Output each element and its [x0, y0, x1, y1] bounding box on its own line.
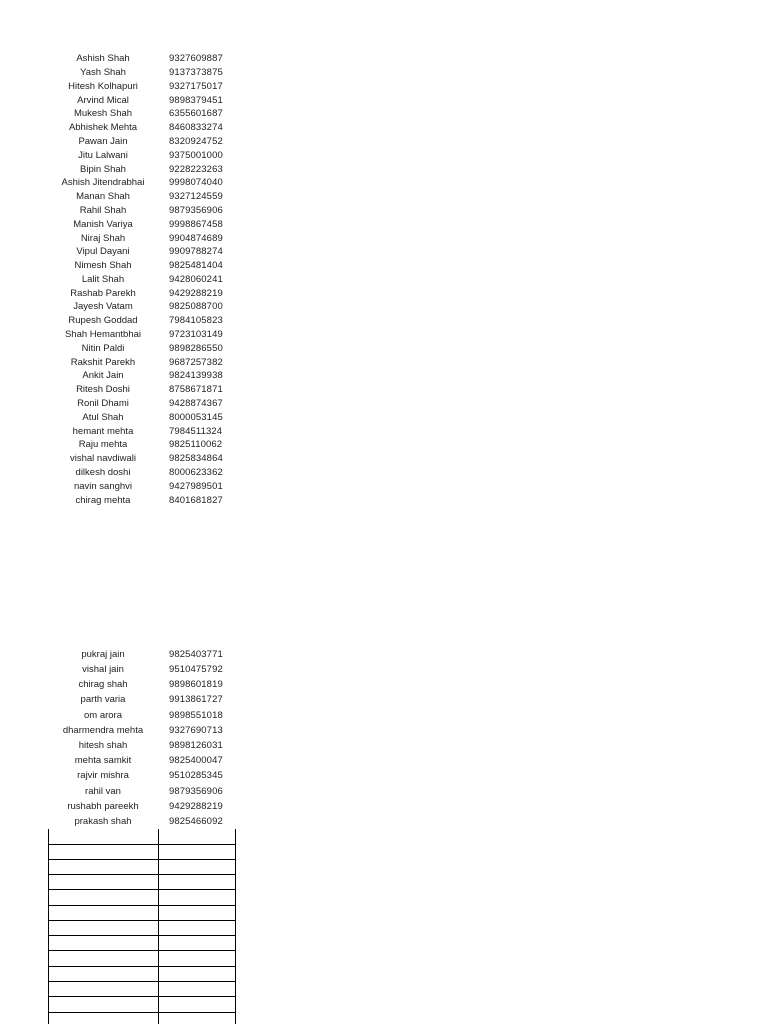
contact-phone: 9898601819	[169, 679, 223, 691]
contact-phone: 9510475792	[169, 664, 223, 676]
contact-phone: 9228223263	[169, 163, 223, 175]
contact-phone: 9898126031	[169, 739, 223, 751]
contact-phone: 9327124559	[169, 191, 223, 203]
contact-phone: 9428060241	[169, 273, 223, 285]
contact-row	[48, 769, 238, 784]
contact-phone: 9904874689	[169, 232, 223, 244]
contact-row	[48, 708, 238, 723]
contact-phone: 9825400047	[169, 755, 223, 767]
contact-row	[48, 52, 238, 66]
contact-row	[48, 494, 238, 508]
contact-phone: 9427989501	[169, 480, 223, 492]
contact-row	[48, 162, 238, 176]
contact-phone: 9825481404	[169, 260, 223, 272]
contact-phone: 9898551018	[169, 709, 223, 721]
contact-name: hemant mehta	[72, 425, 134, 437]
contact-name: Nimesh Shah	[74, 260, 132, 272]
contact-name: vishal jain	[82, 664, 124, 676]
contact-name: Ronil Dhami	[77, 398, 129, 410]
contact-row	[48, 342, 238, 356]
grid-row-line	[49, 889, 235, 890]
contact-phone: 9327690713	[169, 724, 223, 736]
contact-phone: 9137373875	[169, 66, 223, 78]
contact-name: navin sanghvi	[73, 480, 133, 492]
contact-row	[48, 753, 238, 768]
contact-phone: 9687257382	[169, 356, 223, 368]
contact-phone: 9879356906	[169, 204, 223, 216]
contact-row	[48, 677, 238, 692]
contact-phone: 8460833274	[169, 122, 223, 134]
contact-name: Shah Hemantbhai	[64, 329, 142, 341]
contact-name: om arora	[83, 709, 122, 721]
contact-row	[48, 231, 238, 245]
empty-table-grid	[48, 829, 236, 1024]
contact-phone: 9998867458	[169, 218, 223, 230]
contact-row	[48, 647, 238, 662]
contact-row	[48, 356, 238, 370]
contact-row	[48, 204, 238, 218]
grid-row-line	[49, 950, 235, 951]
contact-phone: 9429288219	[169, 800, 223, 812]
contact-name: Ashish Shah	[76, 53, 130, 65]
contact-phone: 9898379451	[169, 94, 223, 106]
contact-name: Mukesh Shah	[73, 108, 133, 120]
contact-phone: 8000053145	[169, 411, 223, 423]
contact-name: Bipin Shah	[80, 163, 126, 175]
contact-name: dilkesh doshi	[75, 467, 131, 479]
contact-row	[48, 425, 238, 439]
grid-row-line	[49, 920, 235, 921]
contact-row	[48, 328, 238, 342]
contact-phone: 9429288219	[169, 287, 223, 299]
contact-row	[48, 438, 238, 452]
contact-name: rushabh pareekh	[67, 800, 139, 812]
contact-name: Manish Variya	[73, 218, 133, 230]
grid-row-line	[49, 996, 235, 997]
contact-phone: 9428874367	[169, 398, 223, 410]
contact-row	[48, 66, 238, 80]
contact-name: rajvir mishra	[77, 770, 129, 782]
contact-list-2	[48, 647, 238, 829]
contact-row	[48, 369, 238, 383]
contact-name: Rahil Shah	[79, 204, 127, 216]
contact-name: rahil van	[85, 785, 121, 797]
grid-row-line	[49, 905, 235, 906]
contact-row	[48, 300, 238, 314]
contact-name: vishal navdiwali	[69, 453, 136, 465]
contact-row	[48, 314, 238, 328]
contact-name: Niraj Shah	[80, 232, 126, 244]
contact-phone: 9913861727	[169, 694, 223, 706]
contact-row	[48, 723, 238, 738]
contact-phone: 9825403771	[169, 648, 223, 660]
grid-row-line	[49, 935, 235, 936]
contact-row	[48, 411, 238, 425]
contact-phone: 8320924752	[169, 135, 223, 147]
contact-name: Jayesh Vatam	[73, 301, 133, 313]
contact-name: Arvind Mical	[77, 94, 129, 106]
contact-name: Yash Shah	[80, 66, 126, 78]
contact-phone: 9898286550	[169, 342, 223, 354]
contact-phone: 9327609887	[169, 53, 223, 65]
contact-row	[48, 814, 238, 829]
contact-phone: 9327175017	[169, 80, 223, 92]
contact-name: Jitu Lalwani	[78, 149, 128, 161]
contact-name: Vipul Dayani	[76, 246, 130, 258]
grid-row-line	[49, 844, 235, 845]
contact-row	[48, 693, 238, 708]
contact-name: Pawan Jain	[78, 135, 128, 147]
contact-name: Rashab Parekh	[70, 287, 136, 299]
contact-phone: 9825466092	[169, 815, 223, 827]
contact-row	[48, 287, 238, 301]
contact-phone: 8401681827	[169, 494, 223, 506]
grid-row-line	[49, 874, 235, 875]
contact-phone: 9375001000	[169, 149, 223, 161]
contact-phone: 7984105823	[169, 315, 223, 327]
contact-row	[48, 107, 238, 121]
contact-row	[48, 218, 238, 232]
contact-phone: 9825110062	[169, 439, 223, 451]
contact-row	[48, 93, 238, 107]
contact-row	[48, 190, 238, 204]
grid-row-line	[49, 981, 235, 982]
contact-phone: 9998074040	[169, 177, 223, 189]
contact-row	[48, 452, 238, 466]
contact-row	[48, 273, 238, 287]
contact-row	[48, 738, 238, 753]
contact-name: Abhishek Mehta	[68, 122, 138, 134]
contact-name: Raju mehta	[78, 439, 128, 451]
contact-row	[48, 259, 238, 273]
contact-phone: 9824139938	[169, 370, 223, 382]
contact-name: Nitin Paldi	[81, 342, 125, 354]
contact-phone: 9909788274	[169, 246, 223, 258]
contact-name: Hitesh Kolhapuri	[68, 80, 138, 92]
contact-name: Rupesh Goddad	[68, 315, 138, 327]
contact-name: Lalit Shah	[81, 273, 125, 285]
contact-row	[48, 466, 238, 480]
contact-row	[48, 176, 238, 190]
contact-phone: 9879356906	[169, 785, 223, 797]
contact-row	[48, 662, 238, 677]
contact-name: prakash shah	[74, 815, 132, 827]
contact-name: Ashish Jitendrabhai	[61, 177, 145, 189]
grid-row-line	[49, 859, 235, 860]
contact-phone: 8758671871	[169, 384, 223, 396]
contact-name: mehta samkit	[74, 755, 132, 767]
contact-phone: 7984511324	[169, 425, 223, 437]
contact-name: chirag shah	[78, 679, 128, 691]
contact-phone: 9825088700	[169, 301, 223, 313]
contact-row	[48, 149, 238, 163]
grid-row-line	[49, 1012, 235, 1013]
grid-row-line	[49, 966, 235, 967]
contact-list-1	[48, 52, 238, 507]
contact-row	[48, 480, 238, 494]
contact-name: dharmendra mehta	[62, 724, 144, 736]
contact-row	[48, 784, 238, 799]
contact-name: Manan Shah	[76, 191, 130, 203]
contact-name: Ritesh Doshi	[76, 384, 130, 396]
contact-row	[48, 799, 238, 814]
contact-name: pukraj jain	[81, 648, 125, 660]
contact-phone: 8000623362	[169, 467, 223, 479]
contact-name: parth varia	[80, 694, 126, 706]
contact-row	[48, 80, 238, 94]
contact-name: Atul Shah	[82, 411, 124, 423]
contact-name: hitesh shah	[78, 739, 128, 751]
contact-row	[48, 383, 238, 397]
contact-phone: 9510285345	[169, 770, 223, 782]
contact-row	[48, 135, 238, 149]
contact-name: Rakshit Parekh	[70, 356, 136, 368]
contact-name: Ankit Jain	[82, 370, 124, 382]
contact-phone: 9723103149	[169, 329, 223, 341]
contact-row	[48, 121, 238, 135]
contact-name: chirag mehta	[75, 494, 131, 506]
contact-phone: 9825834864	[169, 453, 223, 465]
contact-row	[48, 245, 238, 259]
contact-row	[48, 397, 238, 411]
contact-phone: 6355601687	[169, 108, 223, 120]
